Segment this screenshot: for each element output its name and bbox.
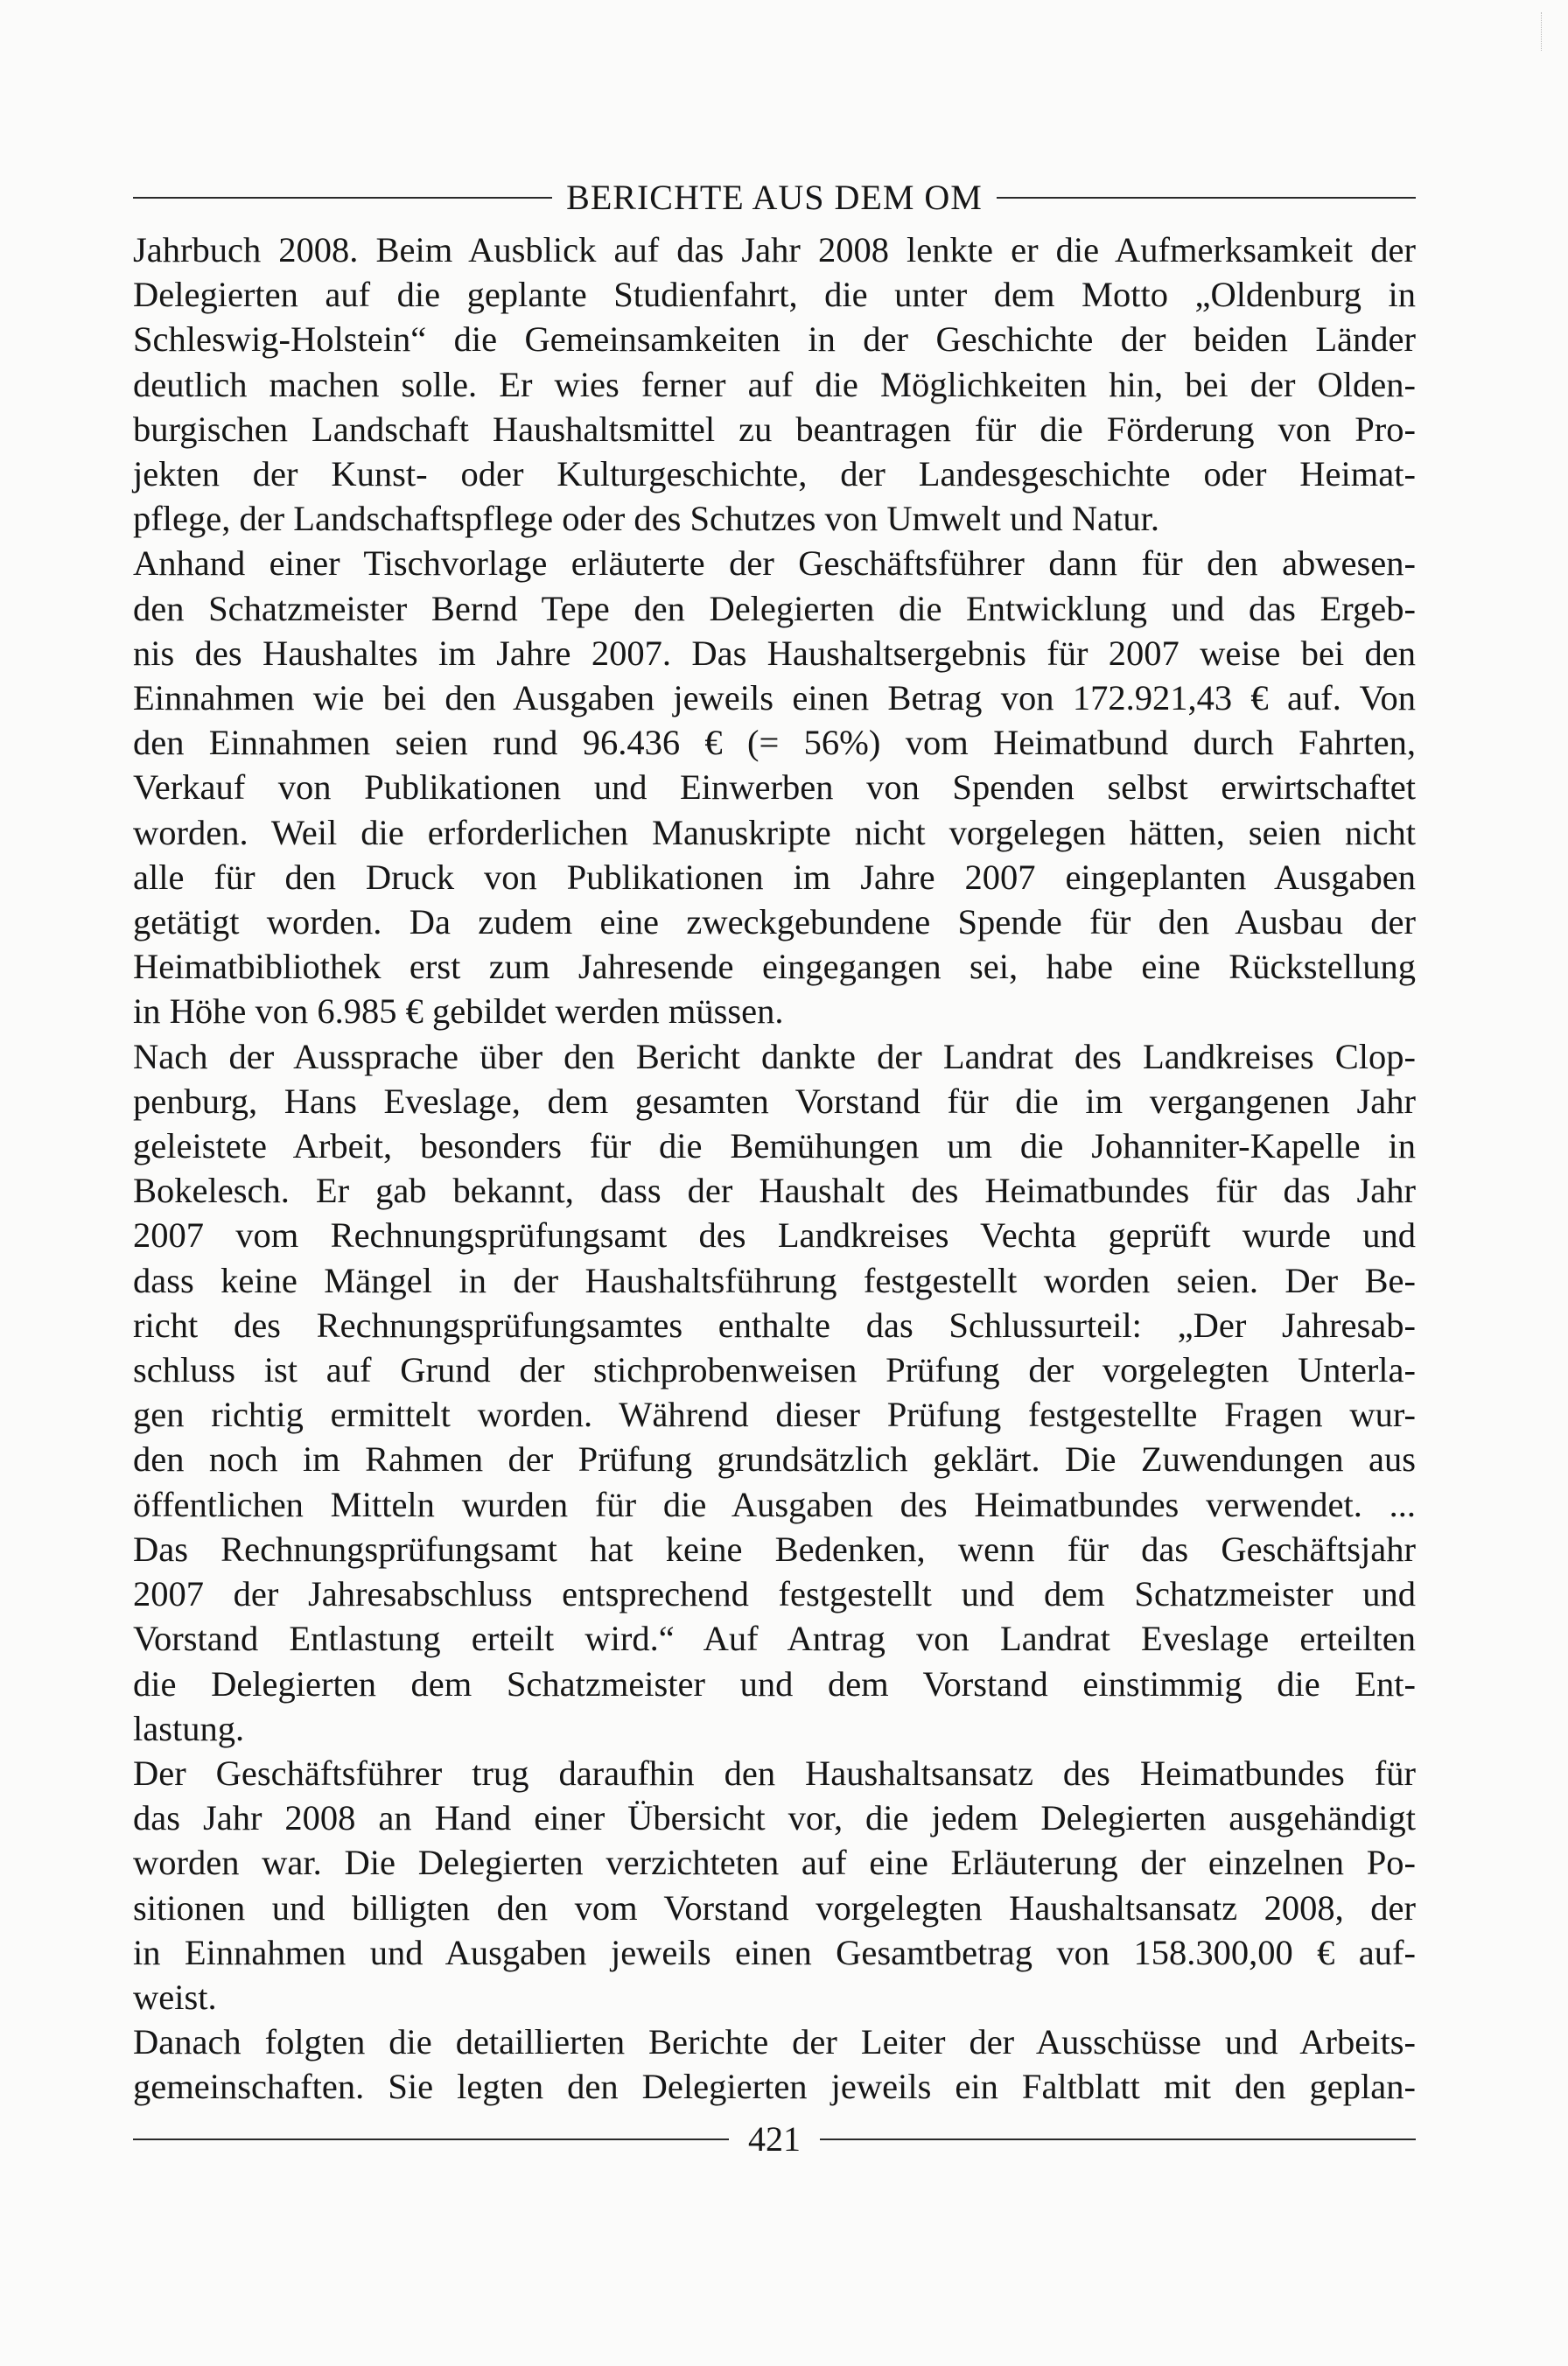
text-line: Schleswig-Holstein“ die Gemeinsamkeiten in der Geschichte der beiden Länder [133, 319, 1416, 360]
text-line: weist. [133, 1977, 217, 2017]
running-header [133, 173, 1416, 222]
footer-rule-right [820, 2138, 1416, 2140]
paragraph [133, 2020, 1416, 2109]
text-line: worden war. Die Delegierten verzichteten auf eine Erläuterung der einzelnen Po- [133, 1843, 1416, 1883]
text-line: Delegierten auf die geplante Studienfahrt, die unter dem Motto „Oldenburg in [133, 275, 1416, 315]
text-line: Der Geschäftsführer trug daraufhin den Haushaltsansatz des Heimatbundes für [133, 1753, 1416, 1793]
text-line: richt des Rechnungsprüfungsamtes enthalte das Schlussurteil: „Der Jahresab- [133, 1305, 1416, 1345]
text-line: gen richtig ermittelt worden. Während dieser Prüfung festgestellte Fragen wur- [133, 1395, 1416, 1435]
header-rule-left [133, 197, 552, 199]
text-line: öffentlichen Mitteln wurden für die Ausgaben des Heimatbundes verwendet. ... [133, 1484, 1416, 1524]
text-line: Vorstand Entlastung erteilt wird.“ Auf Antrag von Landrat Eveslage erteilten [133, 1619, 1416, 1659]
text-line: sitionen und billigten den vom Vorstand vorgelegten Haushaltsansatz 2008, der [133, 1887, 1416, 1928]
text-line: dass keine Mängel in der Haushaltsführung festgestellt worden seien. Der Be- [133, 1260, 1416, 1300]
text-line: Bokelesch. Er gab bekannt, dass der Haushalt des Heimatbundes für das Jahr [133, 1171, 1416, 1211]
page-number: 421 [748, 2118, 801, 2159]
text-line: in Höhe von 6.985 € gebildet werden müssen. [133, 991, 784, 1032]
text-line: pflege, der Landschaftspflege oder des Schutzes von Umwelt und Natur. [133, 499, 1160, 539]
body-text [133, 228, 1416, 2110]
text-line: den Einnahmen seien rund 96.436 € (= 56%) vom Heimatbund durch Fahrten, [133, 723, 1416, 763]
text-line: getätigt worden. Da zudem eine zweckgebundene Spende für den Ausbau der [133, 902, 1416, 942]
text-line: Danach folgten die detaillierten Berichte der Leiter der Ausschüsse und Arbeits- [133, 2022, 1416, 2062]
text-line: die Delegierten dem Schatzmeister und dem Vorstand einstimmig die Ent- [133, 1663, 1416, 1704]
text-line: 2007 der Jahresabschluss entsprechend festgestellt und dem Schatzmeister und [133, 1574, 1416, 1614]
text-line: Das Rechnungsprüfungsamt hat keine Bedenken, wenn für das Geschäftsjahr [133, 1529, 1416, 1569]
footer-rule-left [133, 2138, 729, 2140]
text-line: lastung. [133, 1708, 245, 1748]
text-line: burgischen Landschaft Haushaltsmittel zu beantragen für die Förderung von Pro- [133, 409, 1416, 449]
book-page [133, 173, 1416, 2164]
text-line: Anhand einer Tischvorlage erläuterte der Geschäftsführer dann für den abwesen- [133, 543, 1416, 584]
paragraph [133, 1751, 1416, 2020]
text-line: Nach der Aussprache über den Bericht dankte der Landrat des Landkreises Clop- [133, 1036, 1416, 1076]
text-line: deutlich machen solle. Er wies ferner auf die Möglichkeiten hin, bei der Olden- [133, 364, 1416, 404]
text-line: das Jahr 2008 an Hand einer Übersicht vor, die jedem Delegierten ausgehändigt [133, 1798, 1416, 1838]
text-line: alle für den Druck von Publikationen im Jahre 2007 eingeplanten Ausgaben [133, 857, 1416, 897]
text-line: worden. Weil die erforderlichen Manuskripte nicht vorgelegen hätten, seien nicht [133, 812, 1416, 852]
text-line: Jahrbuch 2008. Beim Ausblick auf das Jahr 2008 lenkte er die Aufmerksamkeit der [133, 230, 1416, 270]
text-line: den noch im Rahmen der Prüfung grundsätzlich geklärt. Die Zuwendungen aus [133, 1439, 1416, 1480]
paragraph [133, 541, 1416, 1033]
text-line: nis des Haushaltes im Jahre 2007. Das Haushaltsergebnis für 2007 weise bei den [133, 633, 1416, 673]
header-rule-right [997, 197, 1416, 199]
text-line: penburg, Hans Eveslage, dem gesamten Vorstand für die im vergangenen Jahr [133, 1081, 1416, 1121]
text-line: Heimatbibliothek erst zum Jahresende eingegangen sei, habe eine Rückstellung [133, 947, 1416, 987]
paragraph [133, 1034, 1416, 1751]
text-line: gemeinschaften. Sie legten den Delegierten jeweils ein Faltblatt mit den geplan- [133, 2067, 1416, 2107]
running-title: BERICHTE AUS DEM OM [566, 178, 983, 217]
page-footer [133, 2115, 1416, 2164]
text-line: Verkauf von Publikationen und Einwerben von Spenden selbst erwirtschaftet [133, 767, 1416, 808]
text-line: Einnahmen wie bei den Ausgaben jeweils einen Betrag von 172.921,43 € auf. Von [133, 678, 1416, 718]
text-line: geleistete Arbeit, besonders für die Bemühungen um die Johanniter-Kapelle in [133, 1126, 1416, 1166]
scan-speck [1532, 12, 1542, 51]
paragraph [133, 228, 1416, 541]
text-line: in Einnahmen und Ausgaben jeweils einen Gesamtbetrag von 158.300,00 € auf- [133, 1932, 1416, 1972]
text-line: den Schatzmeister Bernd Tepe den Delegierten die Entwicklung und das Ergeb- [133, 588, 1416, 628]
text-line: jekten der Kunst- oder Kulturgeschichte, der Landesgeschichte oder Heimat- [133, 454, 1416, 494]
text-line: 2007 vom Rechnungsprüfungsamt des Landkreises Vechta geprüft wurde und [133, 1215, 1416, 1256]
text-line: schluss ist auf Grund der stichprobenweisen Prüfung der vorgelegten Unterla- [133, 1350, 1416, 1390]
